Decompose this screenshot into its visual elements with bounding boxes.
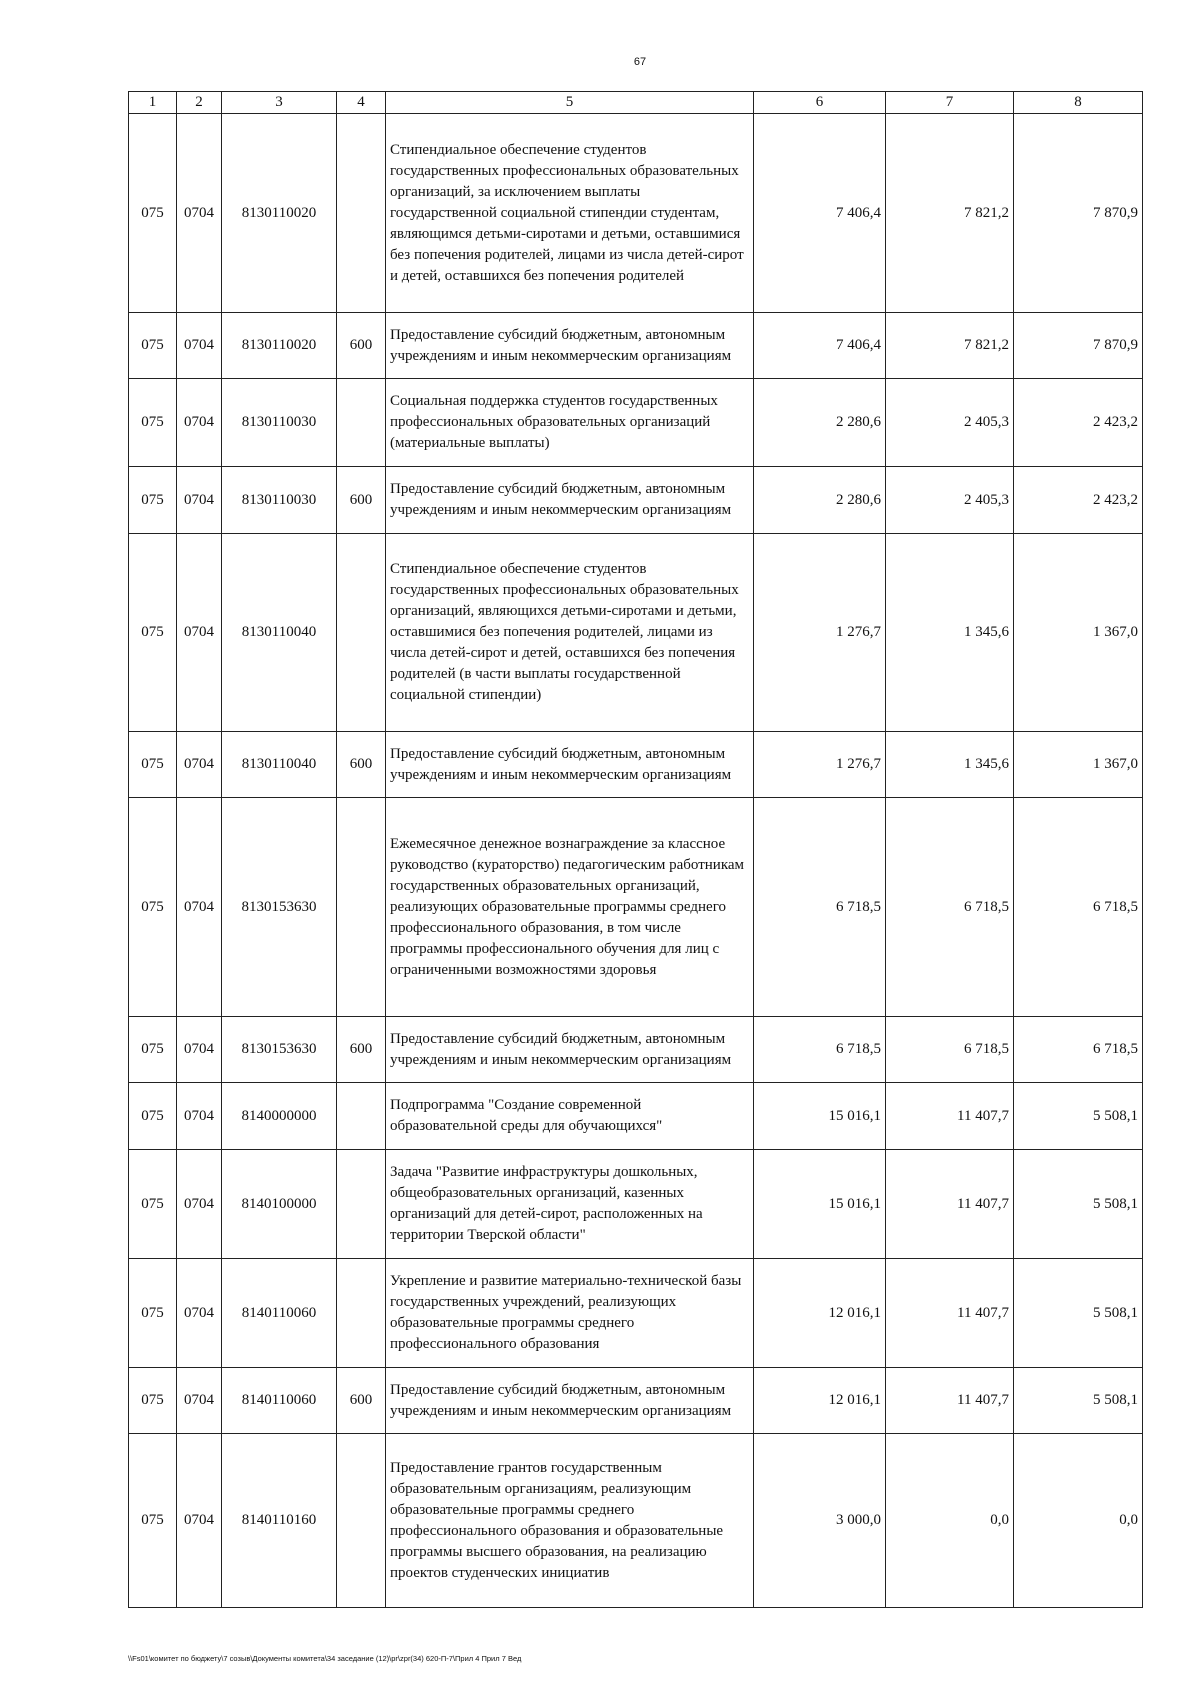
admin-code: 075 xyxy=(129,1083,177,1150)
header-row xyxy=(129,92,1143,114)
admin-code: 075 xyxy=(129,114,177,313)
target-code: 8140000000 xyxy=(222,1083,337,1150)
amount-year-3: 5 508,1 xyxy=(1014,1368,1143,1434)
section-code: 0704 xyxy=(177,798,222,1017)
item-name: Стипендиальное обеспечение студентов государственных профессиональных образовательных организаций, за исключением выплаты государственной социальной стипендии студентам, являющимся детьми-сиротами и детьми, оставшимися без попечения родителей, лицами из числа детей-сирот и детей, оставшихся без попечения родителей xyxy=(386,114,754,313)
item-name: Укрепление и развитие материально-технической базы государственных учреждений, реализующих образовательные программы среднего профессионального образования xyxy=(386,1259,754,1368)
expense-type: 600 xyxy=(337,1017,386,1083)
section-code: 0704 xyxy=(177,313,222,379)
amount-year-1: 12 016,1 xyxy=(754,1259,886,1368)
section-code: 0704 xyxy=(177,1083,222,1150)
amount-year-3: 5 508,1 xyxy=(1014,1083,1143,1150)
expense-type xyxy=(337,1150,386,1259)
table-row xyxy=(129,1368,1143,1434)
table-row xyxy=(129,1434,1143,1608)
col-header-5: 5 xyxy=(386,92,754,114)
amount-year-3: 2 423,2 xyxy=(1014,467,1143,534)
amount-year-3: 7 870,9 xyxy=(1014,313,1143,379)
amount-year-1: 6 718,5 xyxy=(754,1017,886,1083)
target-code: 8130110040 xyxy=(222,732,337,798)
budget-table xyxy=(128,91,1143,1608)
item-name: Предоставление грантов государственным образовательным организациям, реализующим образовательные программы среднего профессионального образования и образовательные программы высшего образования, на реализацию проектов студенческих инициатив xyxy=(386,1434,754,1608)
target-code: 8130110030 xyxy=(222,379,337,467)
amount-year-2: 0,0 xyxy=(886,1434,1014,1608)
amount-year-1: 2 280,6 xyxy=(754,467,886,534)
table-row xyxy=(129,1150,1143,1259)
col-header-2: 2 xyxy=(177,92,222,114)
target-code: 8140110060 xyxy=(222,1259,337,1368)
target-code: 8130153630 xyxy=(222,798,337,1017)
admin-code: 075 xyxy=(129,732,177,798)
item-name: Социальная поддержка студентов государственных профессиональных образовательных организаций (материальные выплаты) xyxy=(386,379,754,467)
amount-year-3: 7 870,9 xyxy=(1014,114,1143,313)
col-header-6: 6 xyxy=(754,92,886,114)
amount-year-1: 15 016,1 xyxy=(754,1083,886,1150)
expense-type xyxy=(337,1434,386,1608)
item-name: Подпрограмма "Создание современной образовательной среды для обучающихся" xyxy=(386,1083,754,1150)
amount-year-2: 6 718,5 xyxy=(886,1017,1014,1083)
item-name: Предоставление субсидий бюджетным, автономным учреждениям и иным некоммерческим организациям xyxy=(386,732,754,798)
item-name: Задача "Развитие инфраструктуры дошкольных, общеобразовательных организаций, казенных организаций для детей-сирот, расположенных на территории Тверской области" xyxy=(386,1150,754,1259)
amount-year-2: 7 821,2 xyxy=(886,114,1014,313)
amount-year-1: 15 016,1 xyxy=(754,1150,886,1259)
section-code: 0704 xyxy=(177,534,222,732)
table-row xyxy=(129,534,1143,732)
table-row xyxy=(129,1083,1143,1150)
amount-year-3: 5 508,1 xyxy=(1014,1259,1143,1368)
expense-type: 600 xyxy=(337,1368,386,1434)
amount-year-1: 6 718,5 xyxy=(754,798,886,1017)
col-header-3: 3 xyxy=(222,92,337,114)
col-header-4: 4 xyxy=(337,92,386,114)
item-name: Предоставление субсидий бюджетным, автономным учреждениям и иным некоммерческим организациям xyxy=(386,467,754,534)
target-code: 8140100000 xyxy=(222,1150,337,1259)
section-code: 0704 xyxy=(177,1017,222,1083)
col-header-7: 7 xyxy=(886,92,1014,114)
amount-year-3: 2 423,2 xyxy=(1014,379,1143,467)
amount-year-1: 3 000,0 xyxy=(754,1434,886,1608)
item-name: Ежемесячное денежное вознаграждение за классное руководство (кураторство) педагогическим работникам государственных образовательных организаций, реализующих образовательные программы среднего профессионального образования, в том числе программы профессионального обучения для лиц с ограниченными возможностями здоровья xyxy=(386,798,754,1017)
amount-year-1: 7 406,4 xyxy=(754,313,886,379)
item-name: Предоставление субсидий бюджетным, автономным учреждениям и иным некоммерческим организациям xyxy=(386,313,754,379)
table-row xyxy=(129,732,1143,798)
expense-type xyxy=(337,1083,386,1150)
table-row xyxy=(129,114,1143,313)
amount-year-1: 2 280,6 xyxy=(754,379,886,467)
admin-code: 075 xyxy=(129,1368,177,1434)
amount-year-1: 7 406,4 xyxy=(754,114,886,313)
amount-year-2: 11 407,7 xyxy=(886,1150,1014,1259)
admin-code: 075 xyxy=(129,313,177,379)
table-row xyxy=(129,798,1143,1017)
amount-year-1: 12 016,1 xyxy=(754,1368,886,1434)
admin-code: 075 xyxy=(129,1259,177,1368)
item-name: Стипендиальное обеспечение студентов государственных профессиональных образовательных организаций, являющихся детьми-сиротами и детьми, оставшимися без попечения родителей, лицами из числа детей-сирот и детей, оставшихся без попечения родителей (в части выплаты государственной социальной стипендии) xyxy=(386,534,754,732)
amount-year-3: 6 718,5 xyxy=(1014,1017,1143,1083)
amount-year-1: 1 276,7 xyxy=(754,732,886,798)
item-name: Предоставление субсидий бюджетным, автономным учреждениям и иным некоммерческим организациям xyxy=(386,1017,754,1083)
table-row xyxy=(129,1017,1143,1083)
amount-year-2: 2 405,3 xyxy=(886,379,1014,467)
section-code: 0704 xyxy=(177,379,222,467)
admin-code: 075 xyxy=(129,379,177,467)
amount-year-2: 1 345,6 xyxy=(886,732,1014,798)
admin-code: 075 xyxy=(129,534,177,732)
target-code: 8130110040 xyxy=(222,534,337,732)
section-code: 0704 xyxy=(177,1259,222,1368)
admin-code: 075 xyxy=(129,1150,177,1259)
amount-year-3: 1 367,0 xyxy=(1014,534,1143,732)
amount-year-2: 1 345,6 xyxy=(886,534,1014,732)
section-code: 0704 xyxy=(177,1434,222,1608)
admin-code: 075 xyxy=(129,1017,177,1083)
amount-year-3: 5 508,1 xyxy=(1014,1150,1143,1259)
expense-type xyxy=(337,1259,386,1368)
expense-type: 600 xyxy=(337,732,386,798)
amount-year-2: 6 718,5 xyxy=(886,798,1014,1017)
section-code: 0704 xyxy=(177,1150,222,1259)
target-code: 8130153630 xyxy=(222,1017,337,1083)
expense-type: 600 xyxy=(337,467,386,534)
admin-code: 075 xyxy=(129,1434,177,1608)
admin-code: 075 xyxy=(129,467,177,534)
amount-year-1: 1 276,7 xyxy=(754,534,886,732)
target-code: 8130110020 xyxy=(222,313,337,379)
admin-code: 075 xyxy=(129,798,177,1017)
target-code: 8140110160 xyxy=(222,1434,337,1608)
section-code: 0704 xyxy=(177,1368,222,1434)
expense-type xyxy=(337,798,386,1017)
target-code: 8140110060 xyxy=(222,1368,337,1434)
amount-year-2: 2 405,3 xyxy=(886,467,1014,534)
amount-year-2: 7 821,2 xyxy=(886,313,1014,379)
expense-type xyxy=(337,534,386,732)
table-row xyxy=(129,313,1143,379)
amount-year-2: 11 407,7 xyxy=(886,1259,1014,1368)
expense-type xyxy=(337,114,386,313)
expense-type: 600 xyxy=(337,313,386,379)
section-code: 0704 xyxy=(177,467,222,534)
col-header-1: 1 xyxy=(129,92,177,114)
page-number: 67 xyxy=(633,56,647,68)
table-row xyxy=(129,467,1143,534)
item-name: Предоставление субсидий бюджетным, автономным учреждениям и иным некоммерческим организациям xyxy=(386,1368,754,1434)
col-header-8: 8 xyxy=(1014,92,1143,114)
target-code: 8130110020 xyxy=(222,114,337,313)
section-code: 0704 xyxy=(177,732,222,798)
footer-file-path: \\Fs01\комитет по бюджету\7 созыв\Документы комитета\34 заседание (12)\pr\zpr(34) 620-П-7\Прил 4 Прил 7 Вед xyxy=(128,1654,522,1663)
amount-year-2: 11 407,7 xyxy=(886,1083,1014,1150)
table-row xyxy=(129,379,1143,467)
section-code: 0704 xyxy=(177,114,222,313)
amount-year-2: 11 407,7 xyxy=(886,1368,1014,1434)
amount-year-3: 1 367,0 xyxy=(1014,732,1143,798)
table-row xyxy=(129,1259,1143,1368)
amount-year-3: 6 718,5 xyxy=(1014,798,1143,1017)
amount-year-3: 0,0 xyxy=(1014,1434,1143,1608)
target-code: 8130110030 xyxy=(222,467,337,534)
expense-type xyxy=(337,379,386,467)
